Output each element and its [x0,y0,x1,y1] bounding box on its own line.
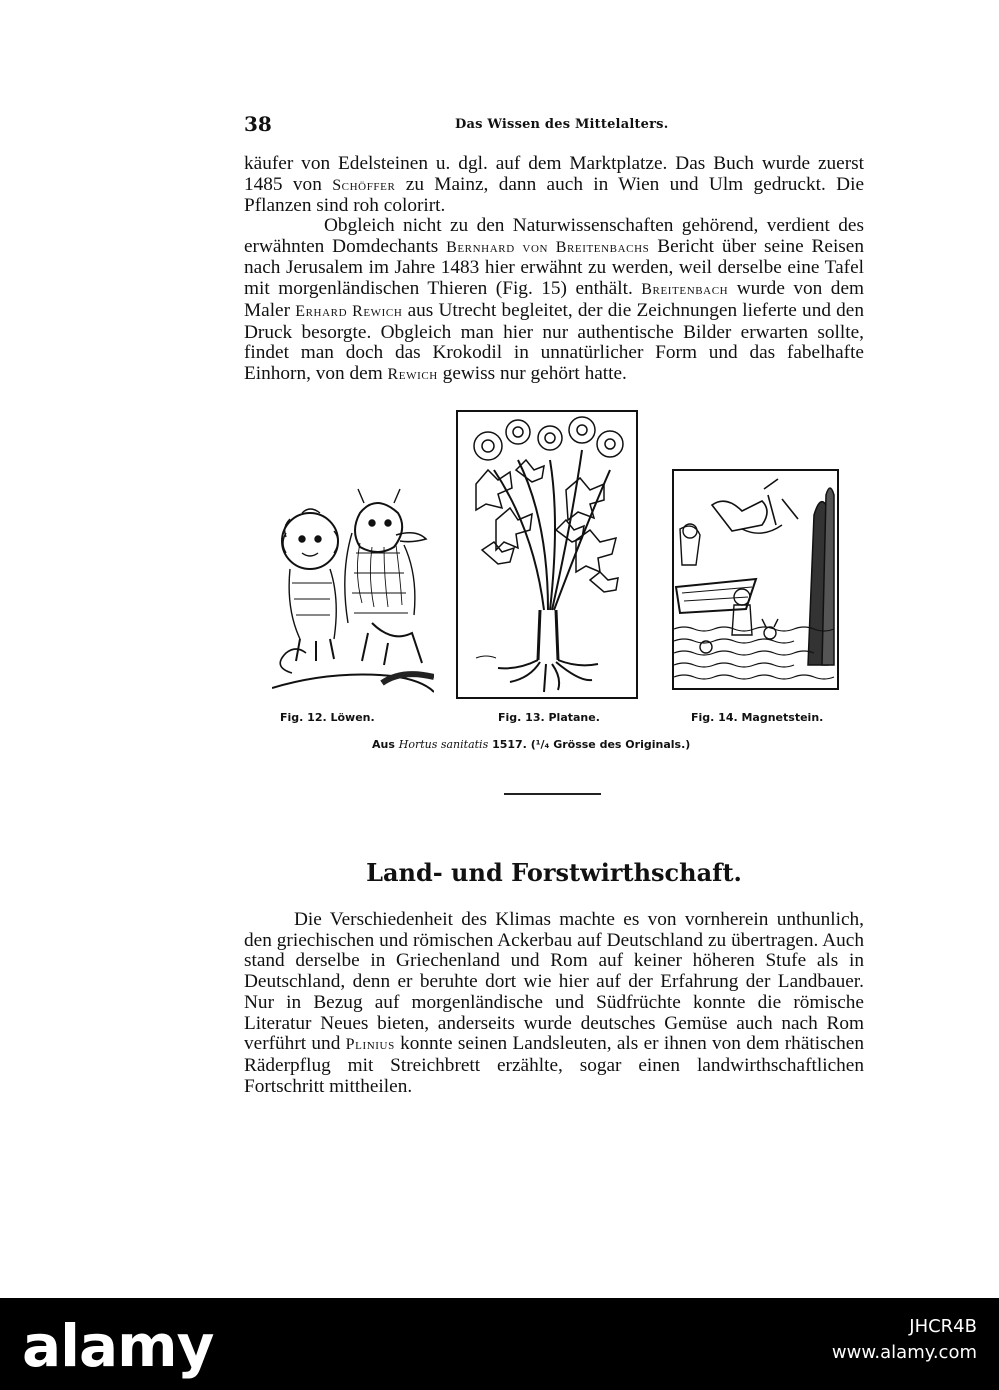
name-schoeffer: Schöffer [332,176,396,194]
alamy-logo: alamy [22,1312,214,1380]
section-divider [504,793,601,795]
footer-info [832,1314,977,1366]
paragraph-2-text-5: gewiss nur gehört hatte. [437,362,627,384]
paragraph-1 [244,154,864,217]
paragraph-3-text-2: konnte seinen Landsleuten, als er ihnen von dem rhätischen Räderpflug mit Streichbrett erzählte, sogar einen landwirthschaftlichen Fortschritt mittheilen. [244,1033,864,1097]
paragraph-2-text-2: Bericht über seine Reisen nach Jerusalem im Jahre 1483 hier erwähnt zu werden, weil derselbe eine Tafel mit morgenländischen Thieren (Fig. 15) enthält. [244,235,865,300]
figure-source-caption [372,738,690,751]
paragraph-1-text-end: zu Mainz, dann auch in Wien und Ulm gedruckt. Die Pflanzen sind roh colorirt. [244,173,864,217]
image-id: JHCR4B [909,1316,977,1337]
paragraph-3 [244,910,864,1097]
paragraph-2 [244,216,864,386]
magnet-stone-woodcut-illustration [672,469,839,690]
paragraph-3-text-1: Die Verschiedenheit des Klimas machte es von vornherein unthunlich, den griechischen und römischen Ackerbau auf Deutschland zu übertragen. Auch stand derselbe in Griechenland und Rom auf keiner höheren Stufe als in Deutschland, denn er beruhte dort wie hier auf der Erfahrung der Landbauer. Nur in Bezug auf morgenländische und Südfrüchte konnte die römische Literatur Neues bieten, anderseits wurde deutsches Gemüse auch nach Rom verführt und [244,909,864,1055]
plane-tree-woodcut-illustration [456,410,638,699]
paragraph-2-text-4: aus Utrecht begleitet, der die Zeichnungen lieferte und den Druck besorgte. Obgleich man hier nur authentische Bilder erwarten sollte, findet man doch das Krokodil in unnatürlicher Form und das fabelhafte Einhorn, von dem [244,299,865,384]
figure-14-caption: Fig. 14. Magnetstein. [691,711,824,724]
page-number: 38 [244,112,272,136]
paragraph-1-text: käufer von Edelsteinen u. dgl. auf dem Marktplatze. Das Buch wurde zuerst 1485 von [244,153,864,195]
source-suffix: 1517. (¹/₄ Grösse des Originals.) [488,738,691,751]
section-heading: Land- und Forstwirthschaft. [366,858,742,887]
source-prefix: Aus [372,738,399,751]
paragraph-2-text-3: wurde von dem Maler [244,278,864,321]
figure-13-caption: Fig. 13. Platane. [498,711,600,724]
name-rewich: Rewich [387,365,438,383]
name-plinius: Plinius [345,1036,395,1054]
running-title: Das Wissen des Mittelalters. [455,117,669,132]
figure-12-caption: Fig. 12. Löwen. [280,711,375,724]
paragraph-2-text-1: Obgleich nicht zu den Naturwissenschaften gehörend, verdient des erwähnten Domdechants [244,215,864,257]
source-work-title: Hortus sanitatis [398,738,489,751]
site-url: www.alamy.com [831,1342,977,1363]
lions-woodcut-illustration [272,483,434,699]
name-bernhard: Bernhard von Breitenbachs [446,238,650,256]
name-breitenbach: Breitenbach [641,281,729,299]
name-erhard-rewich: Erhard Rewich [295,302,403,320]
